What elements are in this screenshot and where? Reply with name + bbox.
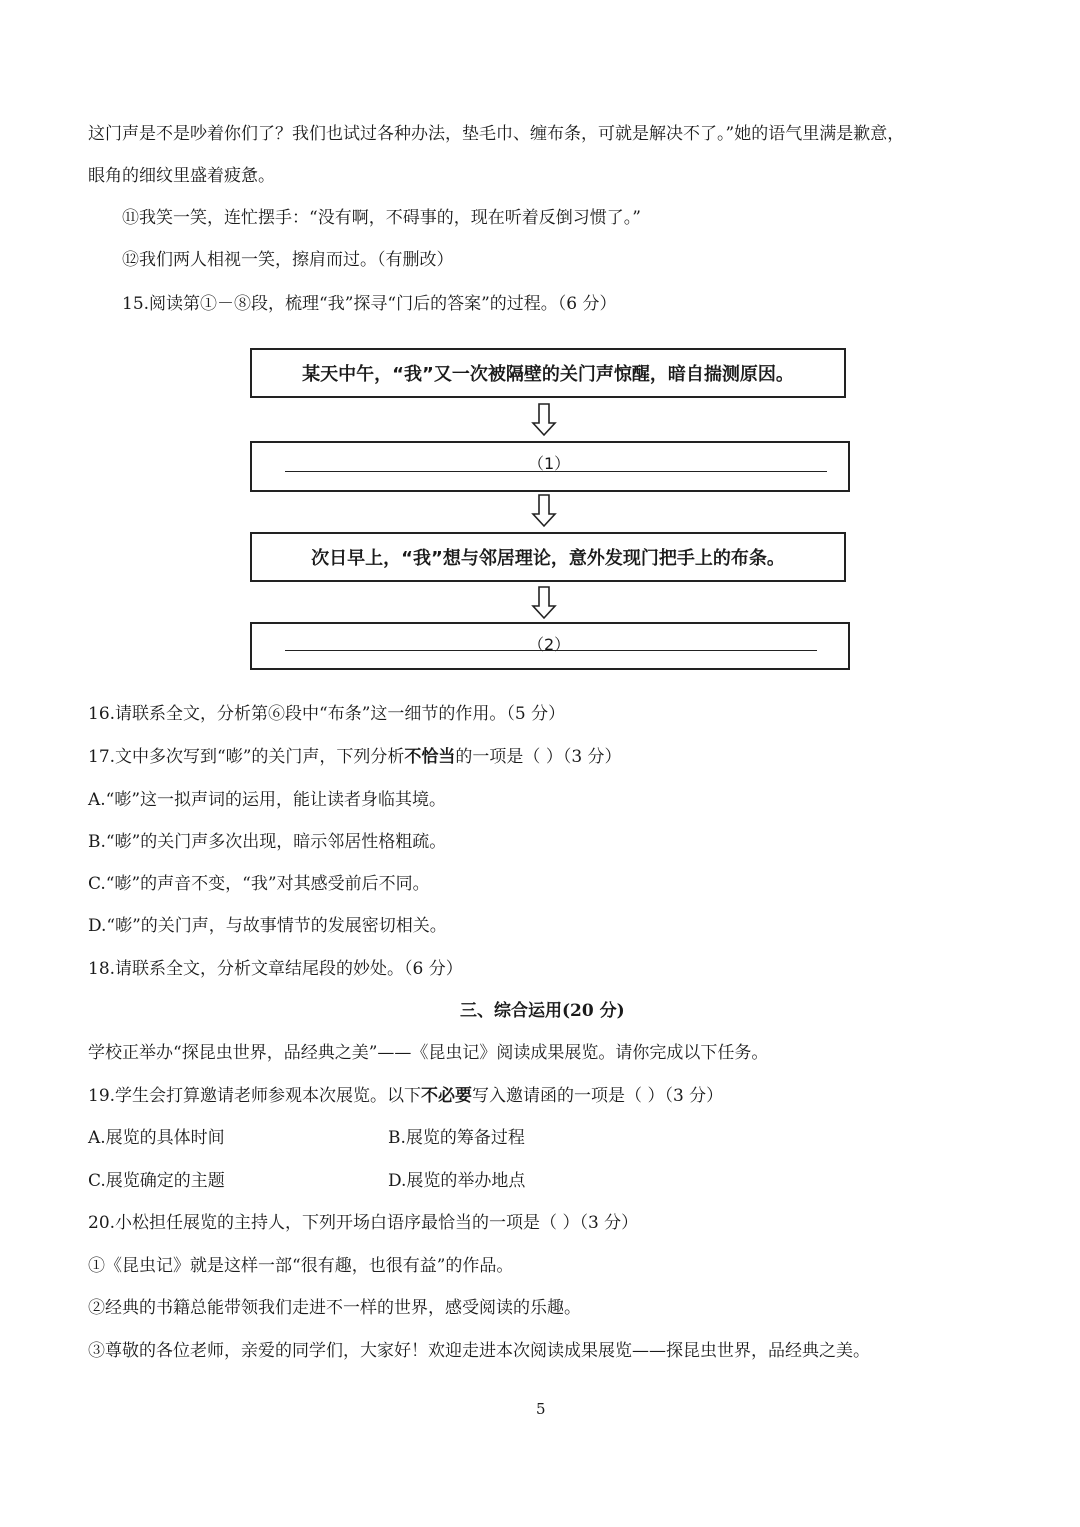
q20-item-1: ①《昆虫记》就是这样一部“很有趣，也很有益”的作品。 bbox=[88, 1256, 514, 1276]
answer-line-2 bbox=[285, 650, 817, 651]
paragraph-11: ⑪我笑一笑，连忙摆手：“没有啊，不碍事的，现在听着反倒习惯了。” bbox=[122, 208, 641, 228]
q17-option-d: D.“嘭”的关门声，与故事情节的发展密切相关。 bbox=[88, 916, 447, 936]
flow-step-1 bbox=[250, 348, 846, 398]
question-20: 20.小松担任展览的主持人，下列开场白语序最恰当的一项是（ ）（3 分） bbox=[88, 1213, 639, 1233]
flow-blank-2 bbox=[250, 622, 850, 670]
q19-option-d: D.展览的举办地点 bbox=[388, 1171, 526, 1191]
passage-line: 眼角的细纹里盛着疲惫。 bbox=[88, 166, 275, 186]
q19-option-a: A.展览的具体时间 bbox=[88, 1128, 225, 1148]
question-17: 17.文中多次写到“嘭”的关门声，下列分析不恰当的一项是（ ）（3 分） bbox=[88, 747, 622, 767]
page-number: 5 bbox=[536, 1400, 546, 1418]
passage-line: 这门声是不是吵着你们了？我们也试过各种办法，垫毛巾、缠布条，可就是解决不了。”她的语气里满是歉意， bbox=[88, 124, 905, 144]
question-16: 16.请联系全文，分析第⑥段中“布条”这一细节的作用。（5 分） bbox=[88, 704, 566, 724]
q20-item-3: ③尊敬的各位老师，亲爱的同学们，大家好！欢迎走进本次阅读成果展览——探昆虫世界，品经典之美。 bbox=[88, 1341, 870, 1361]
q20-item-2: ②经典的书籍总能带领我们走进不一样的世界，感受阅读的乐趣。 bbox=[88, 1298, 581, 1318]
question-19: 19.学生会打算邀请老师参观本次展览。以下不必要写入邀请函的一项是（ ）（3 分） bbox=[88, 1086, 724, 1106]
q19-option-b: B.展览的筹备过程 bbox=[388, 1128, 525, 1148]
section-intro: 学校正举办“探昆虫世界，品经典之美”——《昆虫记》阅读成果展览。请你完成以下任务。 bbox=[88, 1043, 769, 1063]
down-arrow-icon bbox=[531, 403, 557, 437]
paragraph-12: ⑫我们两人相视一笑，擦肩而过。（有删改） bbox=[122, 250, 454, 270]
section-title: 三、综合运用(20 分) bbox=[460, 1001, 625, 1021]
blank-2-label: （2） bbox=[528, 635, 571, 654]
question-18: 18.请联系全文，分析文章结尾段的妙处。（6 分） bbox=[88, 959, 463, 979]
question-15: 15.阅读第①－⑧段，梳理“我”探寻“门后的答案”的过程。（6 分） bbox=[122, 294, 617, 314]
q17-option-a: A.“嘭”这一拟声词的运用，能让读者身临其境。 bbox=[88, 790, 447, 810]
down-arrow-icon bbox=[531, 494, 557, 528]
answer-line-1 bbox=[285, 471, 827, 472]
q19-option-c: C.展览确定的主题 bbox=[88, 1171, 225, 1191]
flow-step-3 bbox=[250, 532, 846, 582]
flow-step-3-text: 次日早上，“我”想与邻居理论，意外发现门把手上的布条。 bbox=[311, 548, 785, 569]
q17-option-c: C.“嘭”的声音不变，“我”对其感受前后不同。 bbox=[88, 874, 430, 894]
flow-step-1-text: 某天中午，“我”又一次被隔壁的关门声惊醒，暗自揣测原因。 bbox=[302, 364, 794, 385]
blank-1-label: （1） bbox=[528, 454, 571, 473]
q17-option-b: B.“嘭”的关门声多次出现，暗示邻居性格粗疏。 bbox=[88, 832, 447, 852]
down-arrow-icon bbox=[531, 586, 557, 620]
flow-blank-1 bbox=[250, 441, 850, 492]
